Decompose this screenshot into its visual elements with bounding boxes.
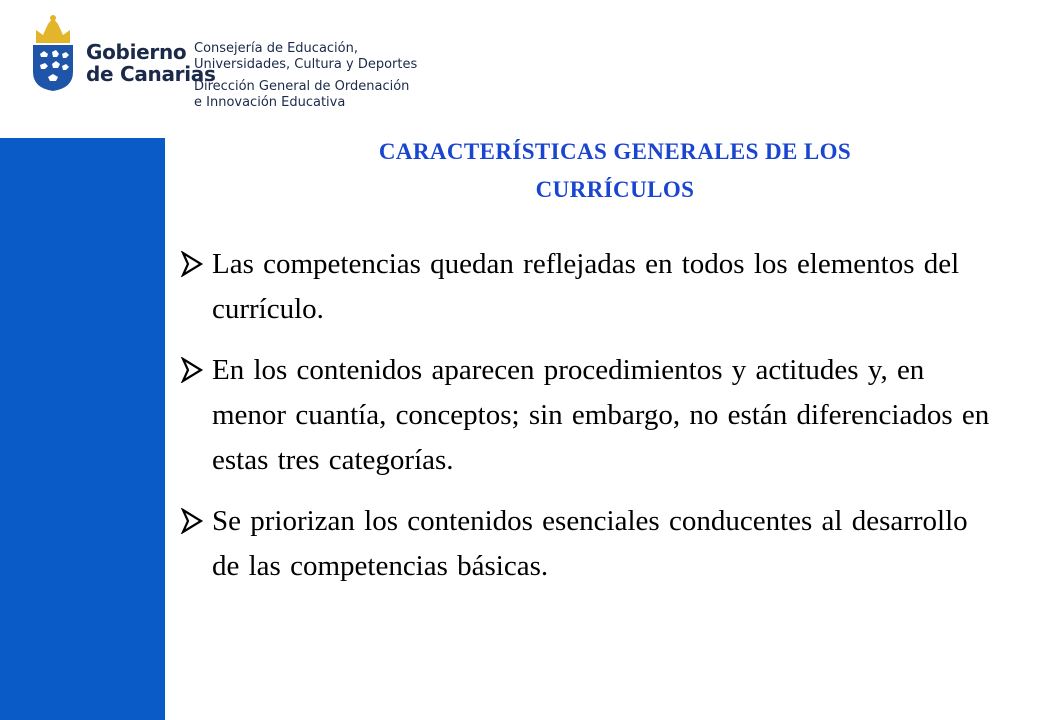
slide-title — [265, 133, 965, 209]
bullet-text: Se priorizan los contenidos esenciales conducentes al desarrollo de las competencias básicas. — [212, 505, 968, 582]
header — [0, 0, 1040, 130]
brand-line-2: de Canarias — [86, 62, 216, 86]
dept-line-4: e Innovación Educativa — [194, 95, 346, 110]
title-line-2: CURRÍCULOS — [535, 177, 695, 202]
bullet-list — [178, 242, 998, 605]
blue-sidebar-bar — [0, 138, 165, 720]
dept-line-3: Dirección General de Ordenación — [194, 79, 410, 94]
title-line-1: CARACTERÍSTICAS GENERALES DE LOS — [378, 139, 852, 164]
dept-line-1: Consejería de Educación, — [194, 41, 358, 56]
bullet-item — [178, 348, 998, 483]
brand-line-1: Gobierno — [86, 40, 187, 64]
bullet-text: En los contenidos aparecen procedimientos y actitudes y, en menor cuantía, conceptos; sin embargo, no están diferenciados en estas tres categorías. — [212, 354, 990, 476]
dept-line-2: Universidades, Cultura y Deportes — [194, 57, 418, 72]
bullet-text: Las competencias quedan reflejadas en todos los elementos del currículo. — [212, 248, 960, 325]
arrow-bullet-icon — [180, 508, 204, 534]
arrow-bullet-icon — [180, 357, 204, 383]
department-name — [194, 41, 417, 111]
bullet-item — [178, 499, 998, 589]
arrow-bullet-icon — [180, 251, 204, 277]
bullet-item — [178, 242, 998, 332]
canarias-coat-of-arms-icon — [28, 14, 78, 92]
